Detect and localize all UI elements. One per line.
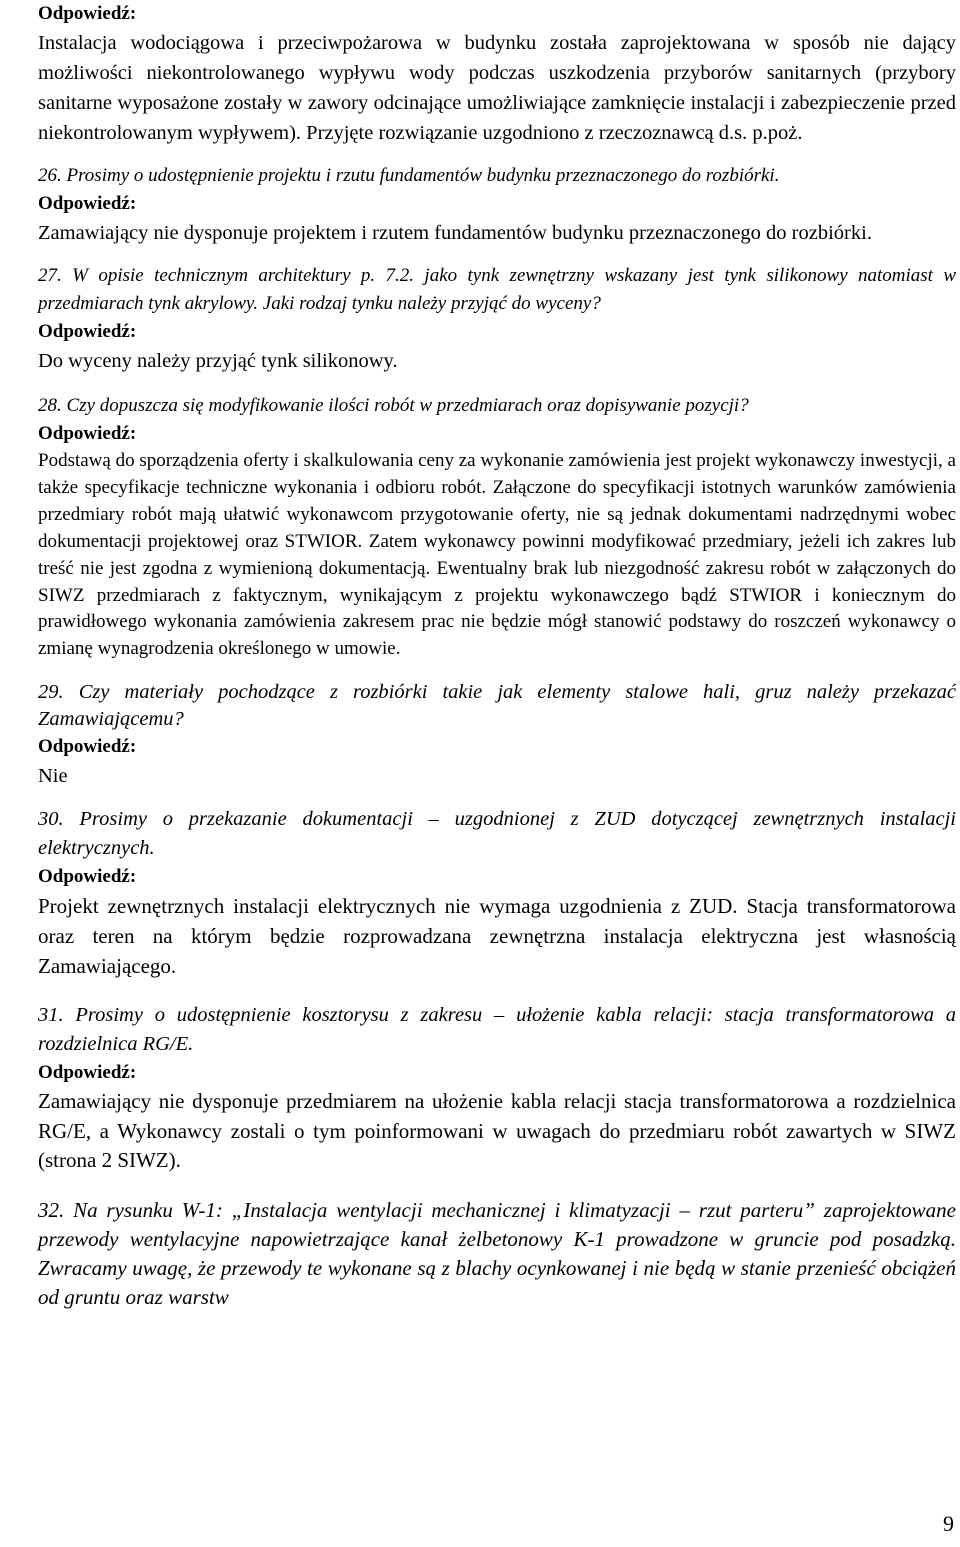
question-number: 28. — [38, 395, 62, 416]
answer-text: Projekt zewnętrznych instalacji elektrycznych nie wymaga uzgodnienia z ZUD. Stacja transformatorowa oraz teren na którym będzie rozprowadzana zewnętrzna instalacja elektryczna jest własnością Zamawiającego. — [38, 894, 956, 979]
question-block-26 — [38, 162, 956, 248]
question-number: 31. — [38, 1004, 64, 1027]
question-text — [38, 1001, 956, 1059]
question-number: 27. — [38, 265, 62, 286]
answer-text: Instalacja wodociągowa i przeciwpożarowa w budynku została zaprojektowana w sposób nie dający możliwości niekontrolowanego wypływu wody podczas uszkodzenia przyborów sanitarnych (przybory sanitarne wyposażone zostały w zawory odcinające umożliwiające zamknięcie instalacji i zabezpieczenie przed niekontrolowanym wypływem). Przyjęte rozwiązanie uzgodniono z rzeczoznawcą d.s. p.poż. — [38, 32, 956, 144]
question-text — [38, 262, 956, 318]
answer-label: Odpowiedź: — [38, 1062, 137, 1084]
answer-label: Odpowiedź: — [38, 193, 137, 214]
question-body: Prosimy o udostępnienie kosztorysu z zakresu – ułożenie kabla relacji: stacja transformatorowa a rozdzielnica RG/E. — [38, 1004, 957, 1056]
answer-text: Do wyceny należy przyjąć tynk silikonowy. — [38, 350, 398, 372]
document-page — [38, 0, 956, 1312]
question-text — [38, 162, 956, 190]
question-text — [38, 1196, 956, 1312]
answer-label: Odpowiedź: — [38, 866, 137, 888]
answer-label: Odpowiedź: — [38, 423, 137, 444]
question-text — [38, 392, 956, 420]
question-number: 32. — [38, 1197, 65, 1222]
answer-label: Odpowiedź: — [38, 321, 137, 342]
question-block-30 — [38, 805, 956, 981]
intro-block — [38, 0, 956, 148]
answer-text: Zamawiający nie dysponuje projektem i rzutem fundamentów budynku przeznaczonego do rozbiórki. — [38, 222, 872, 244]
question-text — [38, 679, 956, 733]
question-block-31 — [38, 1001, 956, 1176]
question-block-28 — [38, 392, 956, 663]
answer-text: Zamawiający nie dysponuje przedmiarem na ułożenie kabla relacji stacja transformatorowa a rozdzielnica RG/E, a Wykonawcy zostali o tym poinformowani w uwagach do przedmiaru robót zawartych w SIWZ (strona 2 SIWZ). — [38, 1089, 956, 1173]
answer-text: Nie — [38, 765, 68, 788]
question-body: W opisie technicznym architektury p. 7.2. jako tynk zewnętrzny wskazany jest tynk silikonowy natomiast w przedmiarach tynk akrylowy. Jaki rodzaj tynku należy przyjąć do wyceny? — [38, 265, 957, 314]
question-body: Prosimy o przekazanie dokumentacji – uzgodnionej z ZUD dotyczącej zewnętrznych instalacji elektrycznych. — [38, 808, 957, 860]
answer-text: Podstawą do sporządzenia oferty i skalkulowania ceny za wykonanie zamówienia jest projekt wykonawczy inwestycji, a także specyfikacje techniczne wykonania i odbioru robót. Załączone do specyfikacji istotnych warunków zamówienia przedmiary robót mają ułatwić wykonawcom przygotowanie oferty, nie są jednak dokumentami nadrzędnymi wobec dokumentacji projektowej oraz STWIOR. Zatem wykonawcy powinni modyfikować przedmiary, jeżeli ich zakres lub treść nie jest zgodna z wymienioną dokumentacją. Ewentualny brak lub niezgodność zakresu robót w załączonych do SIWZ przedmiarach z faktycznym, wynikającym z projektu wykonawczego bądź STWIOR i koniecznym do prawidłowego wykonania zamówienia zakresem prac nie będzie mógł stanowić podstawy do roszczeń wykonawcy o zmianę wynagrodzenia określonego w umowie. — [38, 450, 956, 660]
question-block-29 — [38, 679, 956, 791]
answer-label: Odpowiedź: — [38, 3, 137, 24]
page-number: 9 — [943, 1511, 954, 1536]
question-number: 26. — [38, 165, 62, 186]
question-text — [38, 805, 956, 863]
question-number: 29. — [38, 681, 64, 704]
question-body: Na rysunku W-1: „Instalacja wentylacji mechanicznej i klimatyzacji – rzut parteru” zaprojektowane przewody wentylacyjne napowietrzające kanał żelbetonowy K-1 prowadzone w gruncie pod posadzką. Zwracamy uwagę, że przewody te wykonane są z blachy ocynkowanej i nie będą w stanie przenieść obciążeń od gruntu oraz warstw — [38, 1197, 956, 1309]
question-body: Czy dopuszcza się modyfikowanie ilości robót w przedmiarach oraz dopisywanie pozycji? — [66, 395, 749, 416]
question-block-32 — [38, 1196, 956, 1312]
question-body: Czy materiały pochodzące z rozbiórki takie jak elementy stalowe hali, gruz należy przekazać Zamawiającemu? — [38, 681, 957, 731]
question-block-27 — [38, 262, 956, 376]
question-number: 30. — [38, 808, 64, 831]
answer-label: Odpowiedź: — [38, 736, 137, 758]
question-body: Prosimy o udostępnienie projektu i rzutu fundamentów budynku przeznaczonego do rozbiórki. — [66, 165, 780, 186]
